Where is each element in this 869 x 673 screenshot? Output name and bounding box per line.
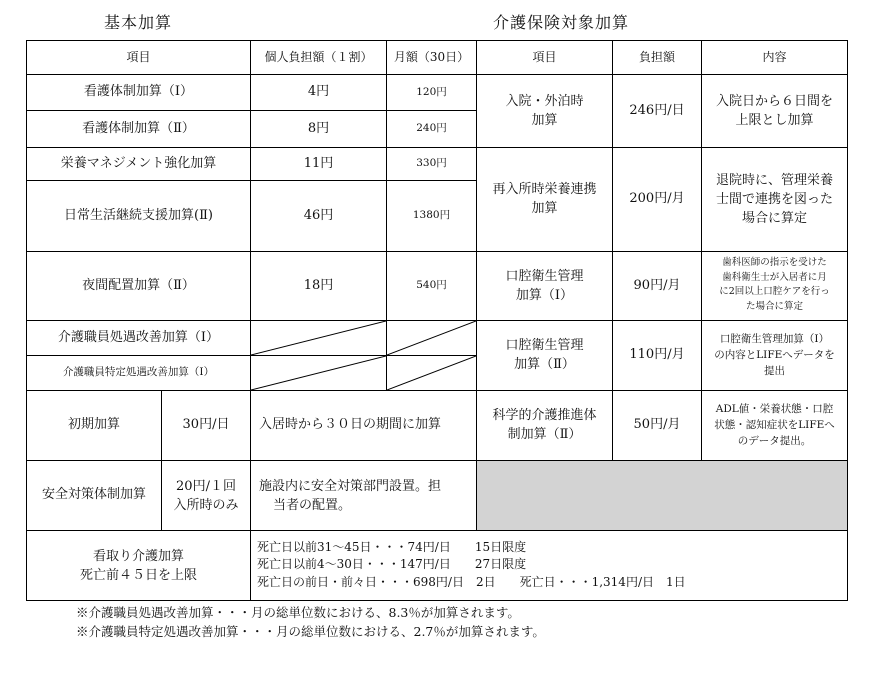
diagonal-cell — [386, 320, 477, 356]
row-monthly: 540円 — [386, 251, 477, 321]
r-item — [476, 147, 613, 252]
r-item-line: 口腔衛生管理 — [505, 338, 584, 353]
header-personal: 個人負担額（１割） — [250, 40, 387, 75]
row-item: 介護職員特定処遇改善加算（Ⅰ） — [26, 355, 251, 391]
note-line: ※介護職員処遇改善加算・・・月の総単位数における、8.3％が加算されます。 — [76, 605, 520, 620]
safety-amount — [161, 460, 251, 531]
insurance-title: 介護保険対象加算 — [493, 13, 630, 32]
row-monthly: 120円 — [386, 74, 477, 111]
r-content-line: 上限とし加算 — [735, 112, 814, 128]
r-amount: 200円/月 — [612, 147, 702, 252]
r-item-line: 加算（Ⅱ） — [514, 356, 575, 372]
mitori-item-line: 看取り介護加算 — [92, 549, 184, 564]
r-item-line: 制加算（Ⅱ） — [507, 426, 582, 442]
r-amount: 110円/月 — [612, 320, 702, 391]
diagonal-cell — [250, 320, 387, 356]
r-content-line: 提出 — [764, 364, 785, 377]
empty-gray-cell — [476, 460, 848, 531]
row-item: 看護体制加算（Ⅱ） — [26, 110, 251, 148]
row-item: 夜間配置加算（Ⅱ） — [26, 251, 251, 321]
r-content — [701, 74, 848, 148]
r-item-line: 再入所時栄養連携 — [492, 182, 597, 197]
r-item — [476, 251, 613, 321]
initial-desc: 入居時から３０日の期間に加算 — [250, 390, 477, 461]
row-item: 介護職員処遇改善加算（Ⅰ） — [26, 320, 251, 356]
basic-title: 基本加算 — [104, 13, 173, 32]
row-personal: 11円 — [250, 147, 387, 181]
safety-desc — [250, 460, 477, 531]
mitori-item — [26, 530, 251, 601]
r-item — [476, 320, 613, 391]
safety-desc-line: 施設内に安全対策部門設置。担 — [259, 479, 442, 494]
initial-item: 初期加算 — [26, 390, 162, 461]
r-content-line: 状態・認知症状をLIFEへ — [714, 418, 835, 431]
row-personal: 18円 — [250, 251, 387, 321]
r-amount: 50円/月 — [612, 390, 702, 461]
diagonal-cell — [250, 355, 387, 391]
r-item-line: 入院・外泊時 — [505, 94, 584, 109]
note-line: ※介護職員特定処遇改善加算・・・月の総単位数における、2.7％が加算されます。 — [76, 624, 545, 639]
header-monthly: 月額（30日） — [386, 40, 477, 75]
r-item-line: 加算 — [531, 200, 558, 216]
r-content-line: 退院時に、管理栄養 — [715, 173, 833, 188]
r-content — [701, 251, 848, 321]
r-item-line: 口腔衛生管理 — [505, 269, 584, 284]
r-content-line: ADL値・栄養状態・口腔 — [715, 403, 834, 415]
r-item — [476, 74, 613, 148]
r-content-line: のデータ提出。 — [737, 434, 812, 447]
header-r-content: 内容 — [701, 40, 848, 75]
safety-amount-line: 入所時のみ — [173, 497, 239, 513]
safety-desc-line: 当者の配置。 — [273, 497, 352, 513]
r-item — [476, 390, 613, 461]
r-content — [701, 147, 848, 252]
safety-item: 安全対策体制加算 — [26, 460, 162, 531]
mitori-desc — [250, 530, 848, 601]
row-personal: 46円 — [250, 180, 387, 252]
row-personal: 8円 — [250, 110, 387, 148]
mitori-line: 死亡日の前日・前々日・・・698円/日 2日 死亡日・・・1,314円/日 1日 — [257, 574, 686, 589]
r-amount: 90円/月 — [612, 251, 702, 321]
row-monthly: 240円 — [386, 110, 477, 148]
r-content-line: 士間で連携を図った — [715, 191, 833, 207]
r-item-line: 加算 — [531, 112, 558, 128]
r-item-line: 加算（Ⅰ） — [515, 287, 574, 303]
mitori-line: 死亡日以前4～30日・・・147円/日 27日限度 — [257, 557, 527, 572]
header-r-item: 項目 — [476, 40, 613, 75]
r-amount: 246円/日 — [612, 74, 702, 148]
mitori-line: 死亡日以前31～45日・・・74円/日 15日限度 — [257, 540, 527, 554]
header-r-amount: 負担額 — [612, 40, 702, 75]
mitori-item-line: 死亡前４５日を上限 — [79, 567, 197, 583]
r-item-line: 科学的介護推進体 — [492, 408, 597, 423]
row-item: 看護体制加算（Ⅰ） — [26, 74, 251, 111]
header-item: 項目 — [26, 40, 251, 75]
row-personal: 4円 — [250, 74, 387, 111]
diagonal-cell — [386, 355, 477, 391]
initial-amount: 30円/日 — [161, 390, 251, 461]
r-content-line: 口腔衛生管理加算（Ⅰ） — [719, 333, 830, 345]
row-monthly: 330円 — [386, 147, 477, 181]
r-content-line: に2回以上口腔ケアを行っ — [719, 286, 830, 298]
r-content-line: た場合に算定 — [745, 301, 803, 313]
r-content-line: の内容とLIFEへデータを — [714, 348, 835, 361]
safety-amount-line: 20円/１回 — [176, 479, 236, 494]
row-item: 栄養マネジメント強化加算 — [26, 147, 251, 181]
row-monthly: 1380円 — [386, 180, 477, 252]
r-content-line: 歯科衛生士が入居者に月 — [722, 271, 827, 283]
r-content — [701, 390, 848, 461]
row-item: 日常生活継続支援加算(Ⅱ) — [26, 180, 251, 252]
r-content — [701, 320, 848, 391]
r-content-line: 場合に算定 — [741, 210, 807, 226]
r-content-line: 入院日から６日間を — [715, 94, 833, 109]
r-content-line: 歯科医師の指示を受けた — [722, 257, 827, 268]
